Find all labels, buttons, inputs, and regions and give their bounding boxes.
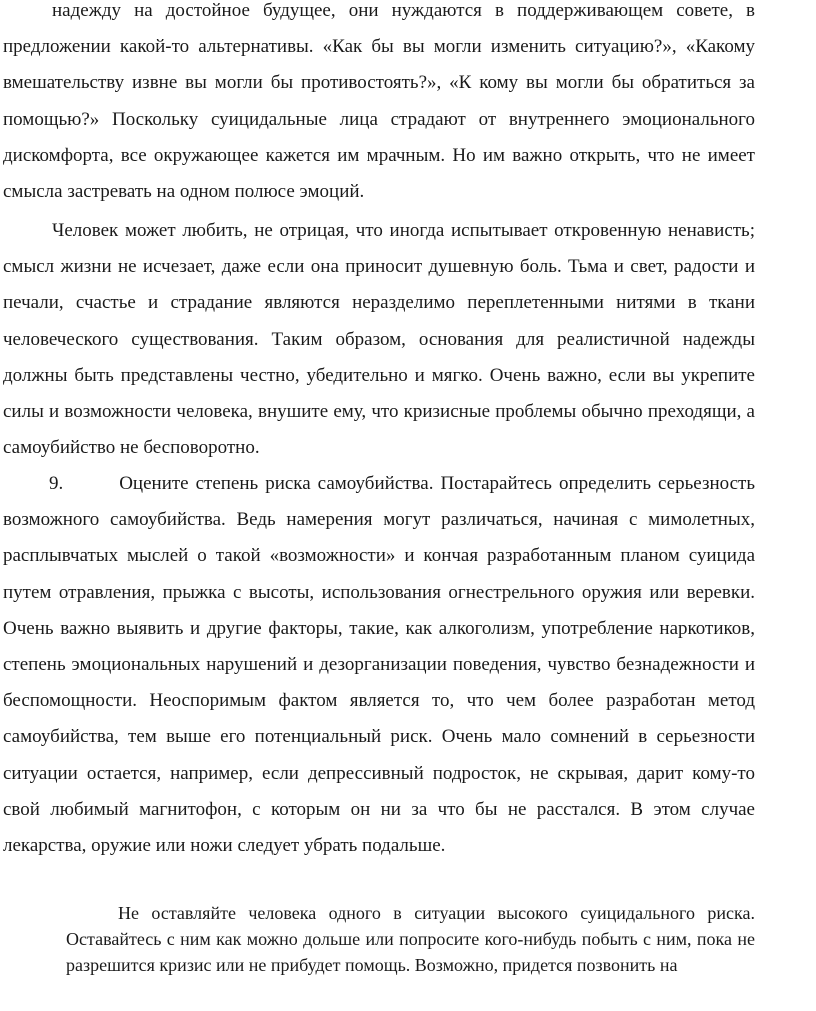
paragraph-2: Человек может любить, не отрицая, что иногда испытывает откровенную ненависть; смысл жизни не исчезает, даже если она приносит душевную боль. Тьма и свет, радости и печали, счастье и страдание являются неразделимо переплетенными нитями в ткани человеческого существования. Таким образом, основания для реалистичной надежды должны быть представлены честно, убедительно и мягко. Очень важно, если вы укрепите силы и возможности человека, внушите ему, что кризисные проблемы обычно преходящи, а самоубийство не бесповоротно. — [3, 220, 755, 459]
paragraph-1: надежду на достойное будущее, они нуждаются в поддерживающем совете, в предложении какой-то альтернативы. «Как бы вы могли изменить ситуацию?», «Какому вмешательству извне вы могли бы противостоять?», «К кому вы могли бы обратиться за помощью?» Поскольку суицидальные лица страдают от внутреннего эмоционального дискомфорта, все окружающее кажется им мрачным. Но им важно открыть, что не имеет смысла застревать на одном полюсе эмоций. — [3, 0, 755, 203]
paragraph-4: Не оставляйте человека одного в ситуации высокого суицидального риска. Оставайтесь с ним как можно дольше или попросите кого-нибудь побыть с ним, пока не разрешится кризис или не прибудет помощь. Возможно, придется позвонить на — [66, 903, 755, 975]
paragraph-3: 9. Оцените степень риска самоубийства. Постарайтесь определить серьезность возможного самоубийства. Ведь намерения могут различаться, начиная с мимолетных, расплывчатых мыслей о такой «возможности» и кончая разработанным планом суицида путем отравления, прыжка с высоты, использования огнестрельного оружия или веревки. Очень важно выявить и другие факторы, такие, как алкоголизм, употребление наркотиков, степень эмоциональных нарушений и дезорганизации поведения, чувство безнадежности и беспомощности. Неоспоримым фактом является то, что чем более разработан метод самоубийства, тем выше его потенциальный риск. Очень мало сомнений в серьезности ситуации остается, например, если депрессивный подросток, не скрывая, дарит кому-то свой любимый магнитофон, с которым он ни за что бы не расстался. В этом случае лекарства, оружие или ножи следует убрать подальше. — [3, 473, 760, 857]
